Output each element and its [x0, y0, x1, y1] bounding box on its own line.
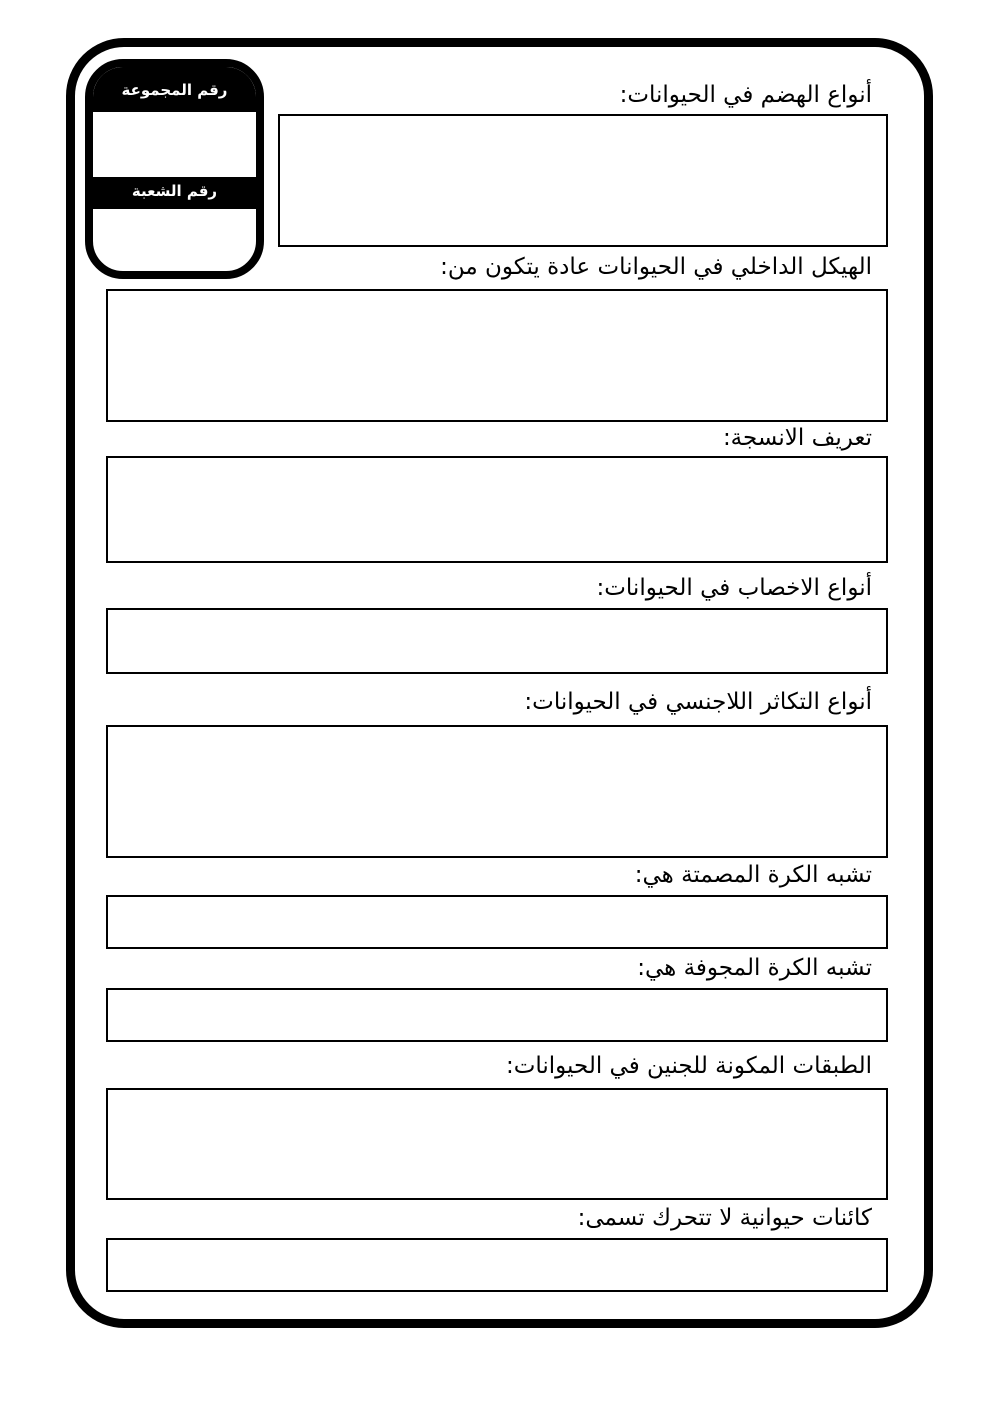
answer-box-embryo-layers[interactable]	[106, 1088, 888, 1200]
question-label-sessile-animals: كائنات حيوانية لا تتحرك تسمى:	[577, 1205, 872, 1231]
answer-box-hollow-ball[interactable]	[106, 988, 888, 1042]
answer-box-fertilization-types[interactable]	[106, 608, 888, 674]
answer-box-solid-ball[interactable]	[106, 895, 888, 949]
question-label-solid-ball: تشبه الكرة المصمتة هي:	[634, 862, 872, 888]
question-label-embryo-layers: الطبقات المكونة للجنين في الحيوانات:	[505, 1053, 872, 1079]
question-label-digestion-types: أنواع الهضم في الحيوانات:	[619, 82, 872, 108]
answer-box-sessile-animals[interactable]	[106, 1238, 888, 1292]
section-number-field[interactable]	[93, 209, 256, 271]
question-label-asexual-reproduction: أنواع التكاثر اللاجنسي في الحيوانات:	[524, 689, 872, 715]
group-number-label: رقم المجموعة	[93, 67, 256, 112]
question-label-hollow-ball: تشبه الكرة المجوفة هي:	[637, 955, 872, 981]
answer-box-internal-skeleton[interactable]	[106, 289, 888, 422]
id-card	[85, 59, 264, 279]
answer-box-tissue-definition[interactable]	[106, 456, 888, 563]
answer-box-digestion-types[interactable]	[278, 114, 888, 247]
question-label-internal-skeleton: الهيكل الداخلي في الحيوانات عادة يتكون من:	[440, 254, 872, 280]
question-label-fertilization-types: أنواع الاخصاب في الحيوانات:	[596, 575, 872, 601]
question-label-tissue-definition: تعريف الانسجة:	[722, 425, 872, 451]
group-number-field[interactable]	[93, 112, 256, 177]
section-number-label: رقم الشعبة	[93, 177, 256, 209]
answer-box-asexual-reproduction[interactable]	[106, 725, 888, 858]
